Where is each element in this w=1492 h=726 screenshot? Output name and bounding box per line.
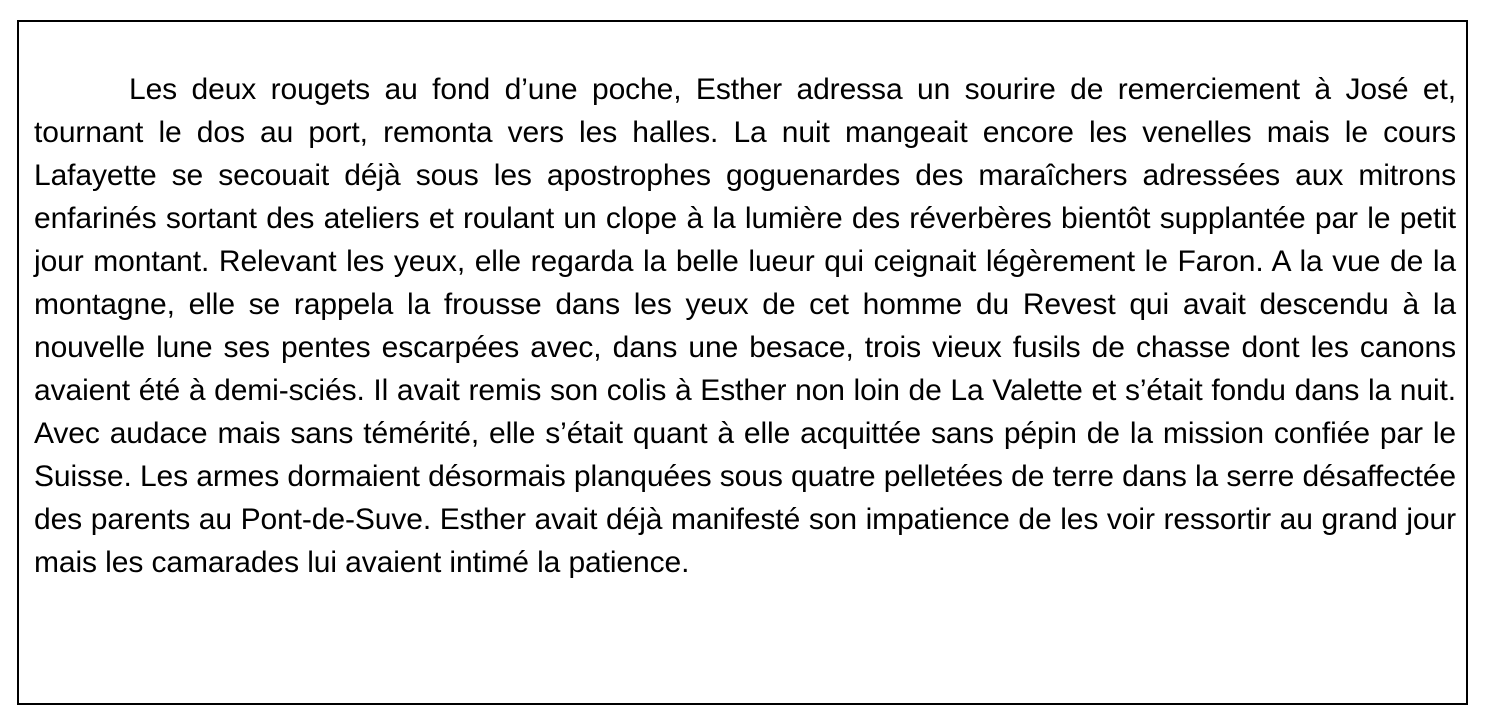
text-box-frame <box>17 20 1468 705</box>
body-paragraph: Les deux rougets au fond d’une poche, Esther adressa un sourire de remerciement à José et, tournant le dos au port, remonta vers les halles. La nuit mangeait encore les venelles mais le cours Lafayette se secouait déjà sous les apostrophes goguenardes des maraîchers adressées aux mitrons enfarinés sortant des ateliers et roulant un clope à la lumière des réverbères bientôt supplantée par le petit jour montant. Relevant les yeux, elle regarda la belle lueur qui ceignait légèrement le Faron. A la vue de la montagne, elle se rappela la frousse dans les yeux de cet homme du Revest qui avait descendu à la nouvelle lune ses pentes escarpées avec, dans une besace, trois vieux fusils de chasse dont les canons avaient été à demi-sciés. Il avait remis son colis à Esther non loin de La Valette et s’était fondu dans la nuit. Avec audace mais sans témérité, elle s’était quant à elle acquittée sans pépin de la mission confiée par le Suisse. Les armes dormaient désormais planquées sous quatre pelletées de terre dans la serre désaffectée des parents au Pont-de-Suve. Esther avait déjà manifesté son impatience de les voir ressortir au grand jour mais les camarades lui avaient intimé la patience. <box>34 73 1456 579</box>
